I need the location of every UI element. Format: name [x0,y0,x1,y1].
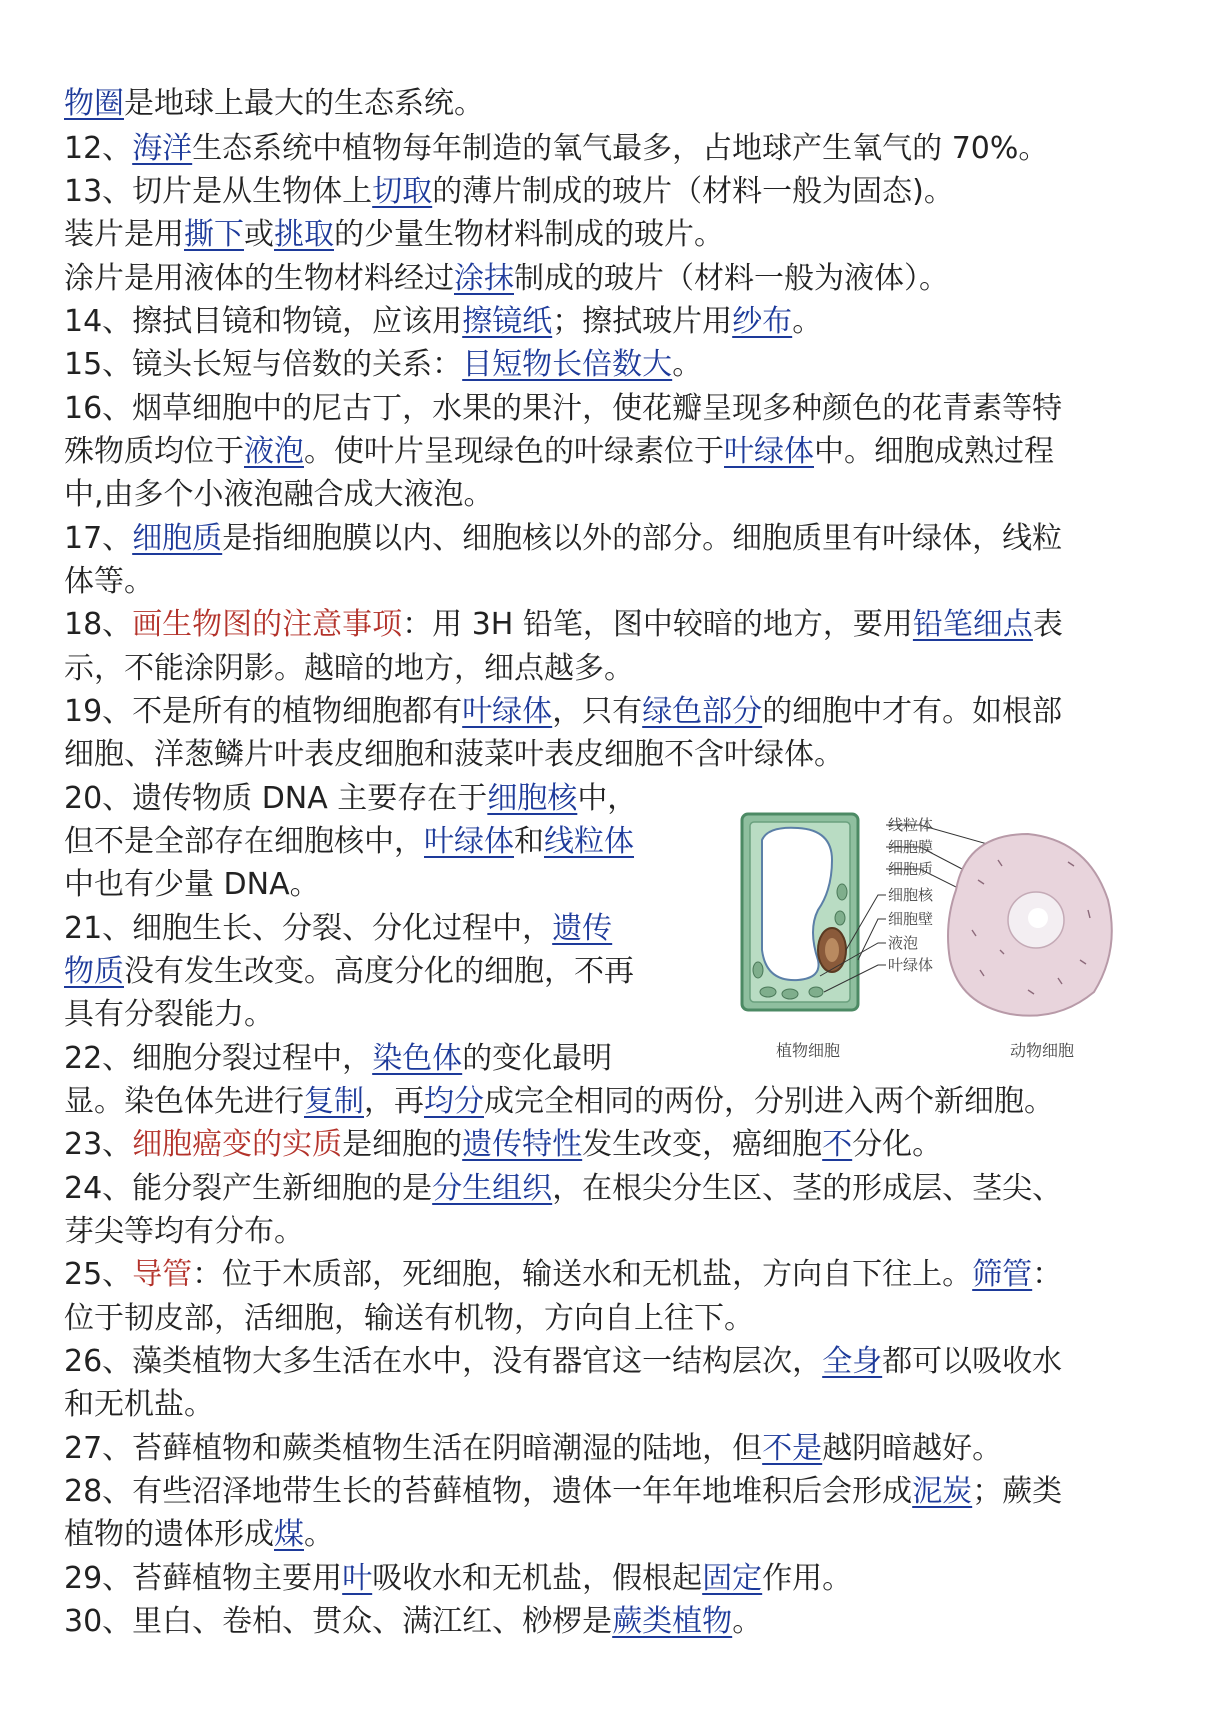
text-line [64,389,1062,431]
text-segment: 殊物质均位于 [64,434,244,469]
text-line [64,1429,1002,1471]
key-term: 遗传 [552,911,613,946]
text-segment: 19、不是所有的植物细胞都有 [64,694,463,729]
text-line [64,1299,754,1341]
key-term: 染色体 [372,1041,463,1076]
text-segment: 24、能分裂产生新细胞的是 [64,1171,433,1206]
text-segment: ；擦拭玻片用 [552,304,733,339]
text-segment: 作用。 [762,1561,853,1596]
text-segment: 越阴暗越好。 [822,1431,1003,1466]
text-segment: 成完全相同的两份，分别进入两个新细胞。 [484,1084,1054,1119]
text-segment: 。 [672,347,703,382]
key-term: 纱布 [732,304,793,339]
text-segment: 没有发生改变。高度分化的细胞，不再 [124,954,634,989]
text-segment: 是细胞的 [342,1127,463,1162]
highlight-term: 导管 [132,1257,193,1292]
text-line [64,519,1062,561]
text-segment: 13、切片是从生物体上 [64,174,373,209]
key-term: 细胞质 [132,521,223,556]
text-segment: 细胞、洋葱鳞片叶表皮细胞和菠菜叶表皮细胞不含叶绿体。 [64,737,844,772]
text-segment: 30、里白、卷柏、贯众、满江红、桫椤是 [64,1604,613,1639]
text-line [64,1602,762,1644]
text-segment: 显。染色体先进行 [64,1084,304,1119]
key-term: 物质 [64,954,124,989]
text-segment: 。 [732,1604,763,1639]
text-segment: 发生改变，癌细胞 [582,1127,823,1162]
text-segment: 位于韧皮部，活细胞，输送有机物，方向自上往下。 [64,1301,754,1336]
text-segment: 27、苔藓植物和蕨类植物生活在阴暗潮湿的陆地，但 [64,1431,763,1466]
text-segment: 都可以吸收水 [882,1344,1063,1379]
key-term: 切取 [372,174,433,209]
text-segment: 20、遗传物质 DNA 主要存在于 [64,781,488,816]
key-term: 挑取 [274,217,334,252]
text-line [64,1385,214,1427]
text-segment: 26、藻类植物大多生活在水中，没有器官这一结构层次， [64,1344,823,1379]
text-line [64,475,494,517]
key-term: 遗传特性 [462,1127,583,1162]
text-segment: 的少量生物材料制成的玻片。 [334,217,724,252]
text-segment: 装片是用 [64,217,184,252]
text-segment: 芽尖等均有分布。 [64,1214,304,1249]
text-line [64,952,634,994]
text-segment: 29、苔藓植物主要用 [64,1561,343,1596]
text-segment: 涂片是用液体的生物材料经过 [64,261,454,296]
cell-part-label: 细胞膜 [888,838,934,856]
text-segment: 具有分裂能力。 [64,997,274,1032]
cell-part-label: 细胞质 [888,860,934,878]
text-segment: ：位于木质部，死细胞，输送水和无机盐，方向自下往上。 [192,1257,973,1292]
text-segment: 是指细胞膜以内、细胞核以外的部分。细胞质里有叶绿体，线粒 [222,521,1063,556]
plant-cell [742,814,858,1010]
key-term: 煤 [274,1517,304,1552]
text-line [64,84,484,126]
key-term: 筛管 [972,1257,1033,1292]
animal-cell-caption: 动物细胞 [1010,1041,1075,1060]
text-segment: 的变化最明 [462,1041,613,1076]
key-term: 涂抹 [454,261,514,296]
key-term: 复制 [304,1084,364,1119]
key-term: 物圈 [64,86,124,121]
text-line [64,649,634,691]
highlight-term: 画生物图的注意事项 [132,607,403,642]
text-line [64,562,154,604]
animal-cell [948,834,1112,1016]
key-term: 线粒体 [544,824,634,859]
label-leader-line [858,919,886,960]
cell-diagram [728,800,1128,1070]
key-term: 叶绿体 [724,434,814,469]
key-term: 分生组织 [432,1171,553,1206]
key-term: 叶绿体 [424,824,514,859]
text-segment: 。 [304,1517,334,1552]
text-segment: 中。细胞成熟过程 [814,434,1054,469]
text-segment: 示，不能涂阴影。越暗的地方，细点越多。 [64,651,634,686]
text-segment: 和 [514,824,544,859]
text-line [64,995,274,1037]
text-line [64,692,1062,734]
text-segment: 生态系统中植物每年制造的氧气最多，占地球产生氧气的 70%。 [192,131,1049,166]
text-segment: 。 [792,304,823,339]
text-segment: 制成的玻片（材料一般为液体）。 [514,261,949,296]
text-segment: 和无机盐。 [64,1387,214,1422]
key-term: 蕨类植物 [612,1604,733,1639]
text-segment: 23、 [64,1127,133,1162]
text-segment: 或 [244,217,274,252]
text-segment: 但不是全部存在细胞核中， [64,824,424,859]
key-term: 细胞核 [487,781,578,816]
text-line [64,302,822,344]
text-line [64,432,1054,474]
text-segment: 的薄片制成的玻片（材料一般为固态)。 [432,174,954,209]
text-line [64,1472,1062,1514]
cell-part-label: 细胞核 [888,886,934,904]
text-line [64,215,724,257]
text-line [64,1255,1062,1297]
text-segment: ；蕨类 [972,1474,1063,1509]
text-segment: 是地球上最大的生态系统。 [124,86,484,121]
key-term: 全身 [822,1344,883,1379]
text-line [64,1212,304,1254]
text-line [64,865,320,907]
text-segment: 分化。 [852,1127,943,1162]
key-term: 不 [822,1127,853,1162]
text-segment: 。使叶片呈现绿色的叶绿素位于 [304,434,724,469]
text-line [64,1082,1054,1124]
text-line [64,1039,612,1081]
text-segment: 中,由多个小液泡融合成大液泡。 [64,477,494,512]
key-term: 不是 [762,1431,823,1466]
plant-cell-caption: 植物细胞 [776,1041,841,1060]
key-term: 擦镜纸 [462,304,553,339]
text-segment: ，只有 [552,694,643,729]
text-segment: ，在根尖分生区、茎的形成层、茎尖、 [552,1171,1063,1206]
text-segment: 植物的遗体形成 [64,1517,274,1552]
key-term: 铅笔细点 [912,607,1033,642]
text-segment: 28、有些沼泽地带生长的苔藓植物，遗体一年年地堆积后会形成 [64,1474,913,1509]
key-term: 液泡 [244,434,304,469]
key-term: 撕下 [184,217,244,252]
text-line [64,605,1063,647]
text-segment: 中， [577,781,638,816]
text-line [64,1125,942,1167]
text-line [64,822,634,864]
text-segment: ，再 [364,1084,424,1119]
cell-part-label: 液泡 [888,934,919,952]
text-segment: 的细胞中才有。如根部 [762,694,1063,729]
text-segment: 12、 [64,131,133,166]
text-line [64,1342,1062,1384]
key-term: 叶 [342,1561,373,1596]
text-segment: 14、擦拭目镜和物镜，应该用 [64,304,463,339]
text-segment: 体等。 [64,564,154,599]
text-segment: ： [1032,1257,1063,1292]
text-segment: 21、细胞生长、分裂、分化过程中， [64,911,553,946]
text-line [64,129,1048,171]
text-line [64,259,949,301]
text-segment: 中也有少量 DNA。 [64,867,320,902]
text-segment: 18、 [64,607,133,642]
text-line [64,1169,1062,1211]
key-term: 目短物长倍数大 [462,347,673,382]
key-term: 绿色部分 [642,694,763,729]
key-term: 海洋 [132,131,193,166]
key-term: 固定 [702,1561,763,1596]
key-term: 叶绿体 [462,694,553,729]
cell-part-label: 线粒体 [888,816,934,834]
highlight-term: 细胞癌变的实质 [132,1127,343,1162]
cell-part-label: 叶绿体 [888,956,934,974]
text-segment: 表 [1032,607,1063,642]
text-line [64,1559,852,1601]
text-segment: 25、 [64,1257,133,1292]
text-line [64,735,844,777]
text-line [64,172,954,214]
key-term: 泥炭 [912,1474,973,1509]
text-segment: 15、镜头长短与倍数的关系： [64,347,463,382]
text-line [64,345,702,387]
cell-part-label: 细胞壁 [888,910,934,928]
text-segment: 22、细胞分裂过程中， [64,1041,373,1076]
text-line [64,779,637,821]
text-segment: 17、 [64,521,133,556]
text-line [64,1515,334,1557]
key-term: 均分 [424,1084,484,1119]
text-segment: 吸收水和无机盐，假根起 [372,1561,703,1596]
text-segment: 16、烟草细胞中的尼古丁，水果的果汁，使花瓣呈现多种颜色的花青素等特 [64,391,1063,426]
text-line [64,909,612,951]
text-segment: ：用 3H 铅笔，图中较暗的地方，要用 [402,607,913,642]
